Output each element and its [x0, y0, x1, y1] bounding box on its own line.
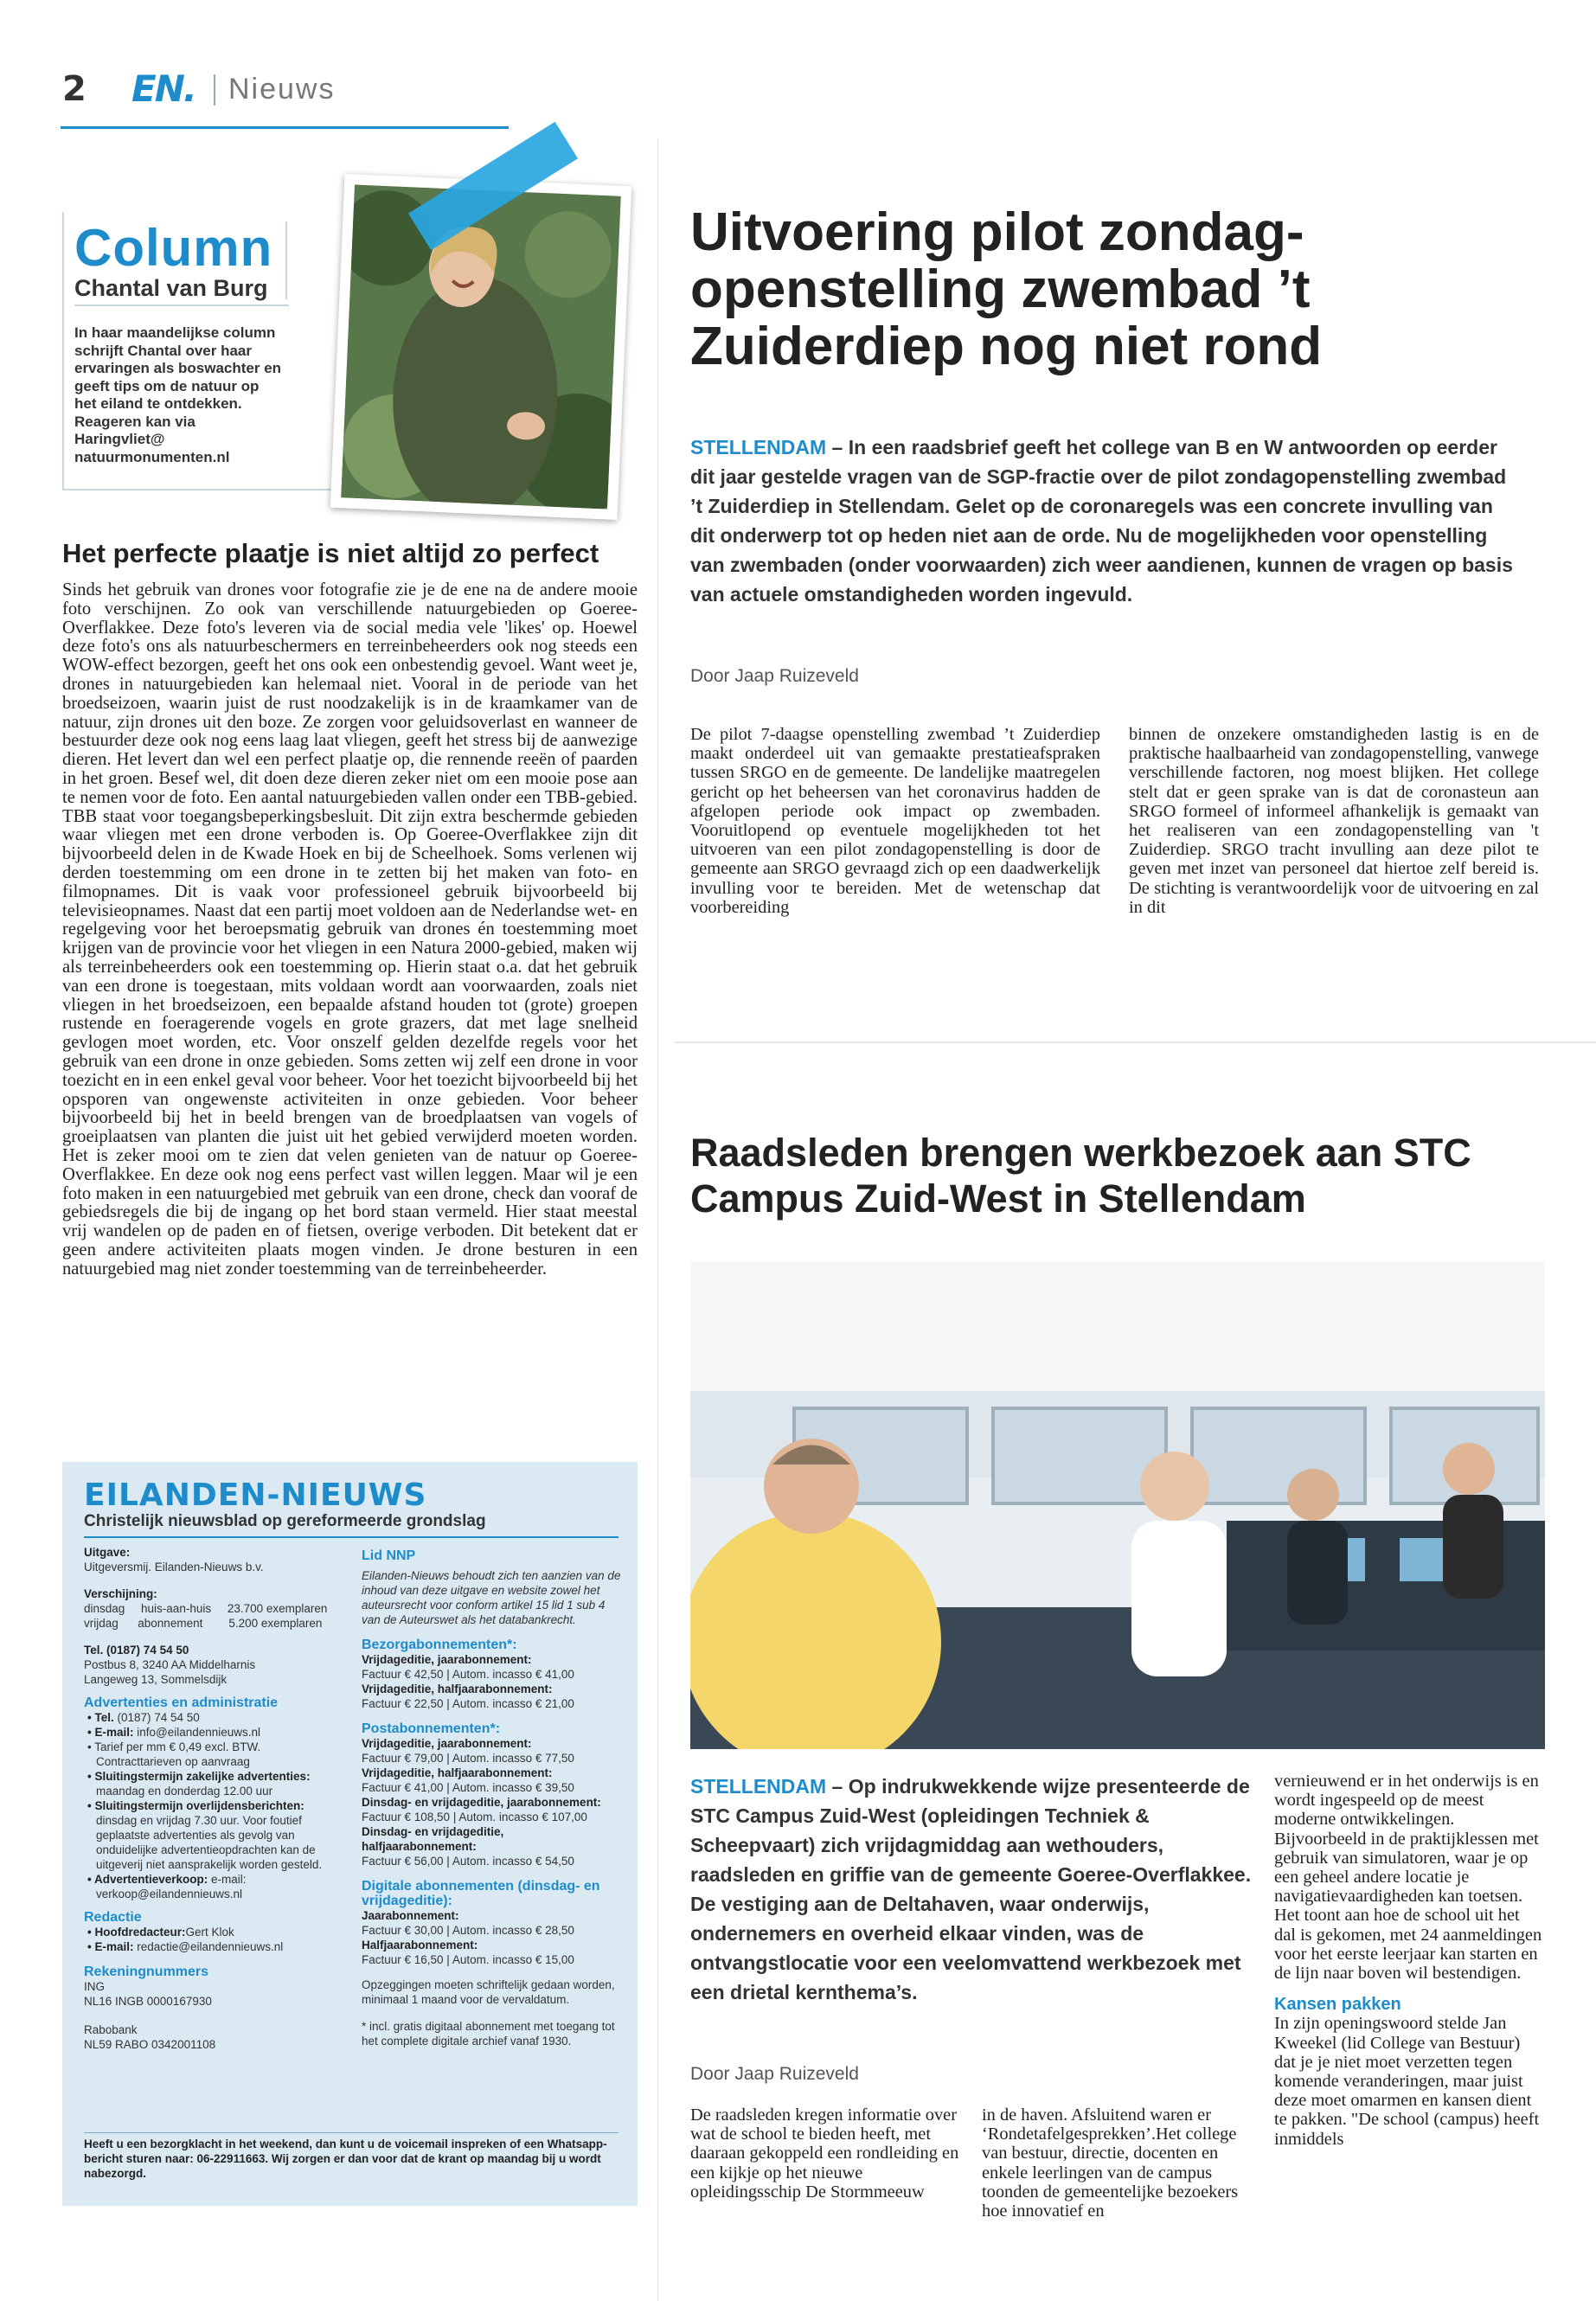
column-headline: Het perfecte plaatje is niet altijd zo perfect — [62, 538, 599, 568]
article1-byline: Door Jaap Ruizeveld — [690, 666, 859, 686]
colophon-line-label: • Sluitingstermijn zakelijke advertenties: — [87, 1770, 311, 1783]
colophon-footer-rule — [84, 2132, 619, 2133]
article2-column-2: in de haven. Afsluitend waren er ‘Rondetafelgesprekken’.Het college van bestuur, directie, docenten en enkele leerlingen van de campus toonden de gemeentelijke bezoekers hoe innovatief en — [982, 2106, 1239, 2221]
colophon-line: • Tel. (0187) 74 54 50 — [87, 1711, 200, 1724]
colophon-line: • E-mail: redactie@eilandennieuws.nl — [87, 1940, 284, 1953]
ship-bridge-illustration — [690, 1261, 1545, 1749]
article2-byline: Door Jaap Ruizeveld — [690, 2064, 859, 2084]
colophon-line: Factuur € 79,00 | Autom. incasso € 77,50 — [362, 1752, 574, 1765]
colophon-line-label: • Tel. — [87, 1711, 114, 1724]
column-body: Sinds het gebruik van drones voor fotografie zie je de ene na de andere mooie foto verschijnen. Zo ook van verschillende natuurgebieden op Goeree-Overflakkee. Deze foto's leveren via de social media vele 'likes' op. Hoewel deze foto's ons als natuurbeschermers en terreinbeheerders ook nog steeds een WOW-effect bezorgen, geeft het ons ook een onbestendig gevoel. Want weet je, drones in natuurgebieden kan helemaal niet. Vooral in de periode van het broedseizoen, waarin juist de rust noodzakelijk is in de kraamkamer van de natuur, zijn drones uit den boze. Ze zorgen voor geluidsoverlast en wanneer de bestuurder deze ook nog eens laag laat vliegen, geeft het stress bij de aanwezige dieren. Het levert dan wel een perfect plaatje op, die rennende reeën of paarden in het groen. Besef wel, dit doen deze dieren zeker niet om een mooie pose aan te nemen voor de foto. Een aantal natuurgebieden vallen onder een TBB-gebied. TBB staat voor toegangsbeperkingsbesluit. Dit zijn extra beschermde gebieden waar vliegen met een drone verboden is. Op Goeree-Overflakkee zijn dit bijvoorbeeld delen in de Kwade Hoek en bij de Scheelhoek. Soms verlenen wij derden toestemming om een drone in te zetten bij het maken van foto- en filmopnames. Dit is vaak voor professioneel gebruik bijvoorbeeld bij televisieopnames. Naast dat een partij moet voldoen aan de Nederlandse wet- en regelgeving voor het beroepsmatig gebruik van drones én toestemming moet krijgen van de provincie voor het vliegen in een Natura 2000-gebied, maken wij als terreinbeheerders ook een toestemming op. Hierin staat o.a. dat het gebruik van een drone is toegestaan, mits voldaan wordt aan voorwaarden, zoals niet vliegen in het broedseizoen, een bepaalde afstand houden tot (grote) groepen rustende en foeragerende vogels en grote grazers, dat met lage snelheid gevlogen moet worden, etc. Voor onszelf gelden dezelfde regels voor het gebruik van een drone in onze gebieden. Soms zetten wij zelf een drone in voor toezicht en in een enkel geval voor beheer. Voor het toezicht bijvoorbeeld bij het opsporen van ongewenste activiteiten in onze gebieden. Voor beheer bijvoorbeeld bij het in beeld brengen van de broedplaatsen van vogels of groeiplaatsen van planten die juist uit het gebied verwijderd moeten worden. Het is zeker mooi om te zien dat velen genieten van de natuur op Goeree-Overflakkee. En deze ook nog eens perfect vast willen leggen. Maar wil je een foto maken in een natuurgebied met gebruik van een drone, check dan vooraf de gebiedsregels die bij de ingang op het bord staan vermeld. Hier staat meestal vrij wandelen op de paden en of fietsen, overige verboden. Dit betekent dat er geen andere activiteiten plaats mogen vinden. Je drone besturen in een natuurgebied mag niet zonder toestemming van de terreinbeheerder. — [62, 580, 638, 1279]
uitgave-value: Uitgeversmij. Eilanden-Nieuws b.v. — [84, 1561, 264, 1574]
colophon-line-label: • E-mail: — [87, 1726, 134, 1739]
article-separator — [675, 1042, 1596, 1043]
colophon-left-column — [84, 1545, 343, 2052]
column-vertical-rule — [285, 221, 287, 299]
colophon-line: • E-mail: info@eilandennieuws.nl — [87, 1726, 261, 1739]
colophon-line: Factuur € 108,50 | Autom. incasso € 107,00 — [362, 1811, 587, 1823]
colophon-line-label: Vrijdageditie, halfjaarabonnement: — [362, 1682, 553, 1695]
colophon-line: Factuur € 56,00 | Autom. incasso € 54,50 — [362, 1855, 574, 1868]
colophon-line — [362, 1938, 621, 1952]
nnp-heading: Lid NNP — [362, 1548, 416, 1563]
colophon-line-label: • E-mail: — [87, 1940, 134, 1953]
colophon-line — [362, 1652, 621, 1667]
rekening-heading: Rekeningnummers — [84, 1965, 209, 1979]
column-divider — [657, 138, 658, 2301]
digital-list — [362, 1908, 621, 1967]
article2-dateline: STELLENDAM — [690, 1775, 827, 1798]
article2-column-1: De raadsleden kregen informatie over wat de school te bieden heeft, met daaraan gekoppeld een rondleiding en een kijkje op het nieuwe opleidingsschip De Stormmeeuw — [690, 2106, 959, 2202]
redactie-heading: Redactie — [84, 1910, 142, 1925]
article2-column-3b-text: In zijn openingswoord stelde Jan Kweekel (lid College van Bestuur) dat je je niet moet verzetten tegen komende veranderingen, maar juist deze moet omarmen en kansen dient te pakken. "De school (campus) heeft inmiddels — [1274, 2014, 1540, 2149]
article2-subheading: Kansen pakken — [1274, 1995, 1401, 2015]
colophon-line-label: • Advertentieverkoop: — [87, 1873, 208, 1886]
tel-value: (0187) 74 54 50 — [106, 1644, 189, 1657]
address: Langeweg 13, Sommelsdijk — [84, 1673, 228, 1686]
bezorg-heading: Bezorgabonnementen*: — [362, 1638, 517, 1652]
uitgave-label: Uitgave: — [84, 1546, 131, 1559]
colophon-line: • Sluitingstermijn zakelijke advertenties: maandag en donderdag 12.00 uur — [87, 1770, 311, 1798]
column-intro: In haar maandelijkse column schrijft Chantal over haar ervaringen als boswachter en geeft tips om de natuur op het eiland te ontdekken. Reageren kan via Haringvliet@ natuurmonumenten.nl — [74, 324, 282, 465]
colophon-line-label: Dinsdag- en vrijdageditie, halfjaarabonnement: — [362, 1825, 504, 1853]
article1-lead-text: – In een raadsbrief geeft het college van B en W antwoorden op eerder dit jaar gestelde vragen van de SGP-fractie over de pilot zondagopenstelling zwembad ’t Zuiderdiep in Stellendam. Gelet op de coronaregels was een concrete invulling van dit onderwerp tot op heden niet aan de orde. Nu de mogelijkheden voor openstelling van zwembaden (onder voorwaarden) zich weer aandienen, kunnen de vragen op basis van actuele omstandigheden worden ingevuld. — [690, 436, 1513, 606]
portrait-illustration — [341, 184, 620, 509]
post-list — [362, 1736, 621, 1868]
article2-column-3 — [1274, 1772, 1544, 2149]
colophon-line: Factuur € 30,00 | Autom. incasso € 28,50 — [362, 1924, 574, 1937]
verschijning-label: Verschijning: — [84, 1587, 157, 1600]
colophon-line: • Tarief per mm € 0,49 excl. BTW. Contracttarieven op aanvraag — [87, 1740, 261, 1768]
colophon-footer: Heeft u een bezorgklacht in het weekend, dan kunt u de voicemail inspreken of een Whatsapp-bericht sturen naar: 06-22911663. Wij zorgen er dan voor dat de krant op maandag bij u wordt nabezorgd. — [84, 2138, 607, 2180]
colophon-line-label: Vrijdageditie, jaarabonnement: — [362, 1653, 532, 1666]
colophon-line: • Advertentieverkoop: e-mail: verkoop@eilandennieuws.nl — [87, 1873, 247, 1900]
post-heading: Postabonnementen*: — [362, 1721, 501, 1736]
article2-photo — [690, 1261, 1545, 1749]
postbus: Postbus 8, 3240 AA Middelharnis — [84, 1658, 256, 1671]
colophon-line — [362, 1795, 621, 1810]
colophon-right-column — [362, 1548, 621, 2048]
colophon-line — [362, 1766, 621, 1780]
rekening-number: NL16 INGB 0000167930 — [84, 1995, 212, 2008]
colophon-line: Factuur € 16,50 | Autom. incasso € 15,00 — [362, 1953, 574, 1966]
adv-list — [84, 1710, 343, 1901]
colophon-logo: EILANDEN-NIEUWS — [84, 1477, 427, 1513]
tel-label: Tel. — [84, 1644, 104, 1657]
columnist-photo-image — [341, 184, 620, 509]
article2-column-3-text: vernieuwend er in het onderwijs is en wordt ingespeeld op de meest moderne ontwikkelingen. Bijvoorbeeld in de praktijklessen met gebruik van simulatoren, waar je op een geheel andere locatie je navigatievaardigheden kan toetsen. Het toont aan hoe de school uit het dal is gekomen, met 24 aanmeldingen voor het eerste leerjaar kan starten en de lijn naar boven wil bestendigen. — [1274, 1772, 1542, 1984]
colophon-line-label: • Hoofdredacteur: — [87, 1926, 186, 1939]
colophon-line — [362, 1682, 621, 1696]
adv-heading: Advertenties en administratie — [84, 1695, 279, 1710]
article1-lead — [690, 433, 1521, 609]
colophon-line: • Sluitingstermijn overlijdensberichten: dinsdag en vrijdag 7.30 uur. Voor foutief geplaatste advertenties als gevolg van onduidelijke advertentieopdrachten kan de uitgeverij niet aansprakelijk worden gesteld. — [87, 1799, 323, 1871]
colophon-line-label: Vrijdageditie, halfjaarabonnement: — [362, 1766, 553, 1779]
colophon-line-label: Vrijdageditie, jaarabonnement: — [362, 1737, 532, 1750]
colophon-rule — [84, 1536, 619, 1538]
rekening-bank: ING — [84, 1980, 106, 1993]
bezorg-list — [362, 1652, 621, 1711]
verschijning-row: dinsdag huis-aan-huis 23.700 exemplaren — [84, 1602, 328, 1615]
redactie-list — [84, 1925, 343, 1954]
article2-lead-text: – Op indrukwekkende wijze presenteerde de STC Campus Zuid-West (opleidingen Techniek & Scheepvaart) zich vrijdagmiddag aan wethouders, raadsleden en griffie van de gemeente Goeree-Overflakkee. De vestiging aan de Deltahaven, waar onderwijs, ondernemers en overheid elkaar vinden, was de ontvangstlocatie voor een veelomvattend werkbezoek met een drietal kernthema’s. — [690, 1775, 1252, 2003]
colophon-line-label: • Sluitingstermijn overlijdensberichten: — [87, 1799, 304, 1812]
opzeg-text: Opzeggingen moeten schriftelijk gedaan worden, minimaal 1 maand voor de vervaldatum. — [362, 1978, 615, 2006]
article1-column-2: binnen de onzekere omstandigheden lastig is en de praktische haalbaarheid van zondagopenstelling, vanwege verschillende factoren, nog moest blijken. Het college stelt dat er geen sprake van is dat de coronasteun aan SRGO formeel of informeel afhankelijk is gemaakt van het realiseren van een zondagopenstelling van 't Zuiderdiep. SRGO tracht invulling aan deze pilot te geven met inzet van personeel dat hiertoe zelf bereid is. De stichting is verantwoordelijk voor de uitvoering en zal in dit — [1129, 725, 1539, 917]
nnp-text: Eilanden-Nieuws behoudt zich ten aanzien van de inhoud van deze uitgave en website zowel het auteursrecht voor conform artikel 15 lid 1 sub 4 van de Auteurswet als het databankrecht. — [362, 1569, 621, 1626]
digital-heading: Digitale abonnementen (dinsdag- en vrijdageditie): — [362, 1879, 600, 1908]
article2-lead — [690, 1772, 1253, 2007]
article1-column-1: De pilot 7-daagse openstelling zwembad ’t Zuiderdiep maakt onderdeel uit van gemaakte prestatieafspraken tussen SRGO en de gemeente. De landelijke maatregelen gericht op het beheersen van het coronavirus hadden de afgelopen periode ook impact op zwembaden. Vooruitlopend op eventuele mogelijkheden tot het uitvoeren van een pilot zondagopenstelling is door de gemeente aan SRGO gevraagd zich op een daadwerkelijk invulling voor te bereiden. Met de wetenschap dat voorbereiding — [690, 725, 1100, 917]
colophon-line: Factuur € 22,50 | Autom. incasso € 21,00 — [362, 1697, 574, 1710]
header-rule — [61, 126, 509, 129]
newspaper-logo: EN. — [131, 67, 195, 110]
colophon-line-label: Halfjaarabonnement: — [362, 1939, 478, 1952]
colophon-line: Factuur € 41,00 | Autom. incasso € 39,50 — [362, 1781, 574, 1794]
colophon-line — [362, 1908, 621, 1923]
column-author: Chantal van Burg — [74, 275, 268, 301]
colophon-line-label: Jaarabonnement: — [362, 1909, 459, 1922]
colophon-line — [362, 1736, 621, 1751]
article2-title: Raadsleden brengen werkbezoek aan STC Campus Zuid-West in Stellendam — [690, 1131, 1471, 1221]
rekening-bank: Rabobank — [84, 2023, 138, 2036]
colophon-line: • Hoofdredacteur:Gert Klok — [87, 1926, 234, 1939]
column-rule — [74, 304, 289, 306]
colophon-line — [362, 1824, 621, 1854]
verschijning-row: vrijdag abonnement 5.200 exemplaren — [84, 1617, 323, 1630]
colophon-line: Factuur € 42,50 | Autom. incasso € 41,00 — [362, 1668, 574, 1681]
article1-dateline: STELLENDAM — [690, 436, 827, 458]
page-number: 2 — [62, 69, 87, 109]
header-separator — [214, 74, 215, 106]
rekening-number: NL59 RABO 0342001108 — [84, 2038, 216, 2051]
article1-title: Uitvoering pilot zondag-openstelling zwembad ’t Zuiderdiep nog niet rond — [690, 202, 1323, 376]
colophon-subtitle: Christelijk nieuwsblad op gereformeerde grondslag — [84, 1512, 486, 1530]
footnote-text: * incl. gratis digitaal abonnement met toegang tot het complete digitale archief vanaf 1930. — [362, 2020, 615, 2048]
section-title: Nieuws — [228, 73, 336, 106]
colophon-line-label: Dinsdag- en vrijdageditie, jaarabonnement: — [362, 1796, 601, 1809]
column-label: Column — [74, 219, 273, 277]
columnist-photo — [330, 174, 632, 520]
